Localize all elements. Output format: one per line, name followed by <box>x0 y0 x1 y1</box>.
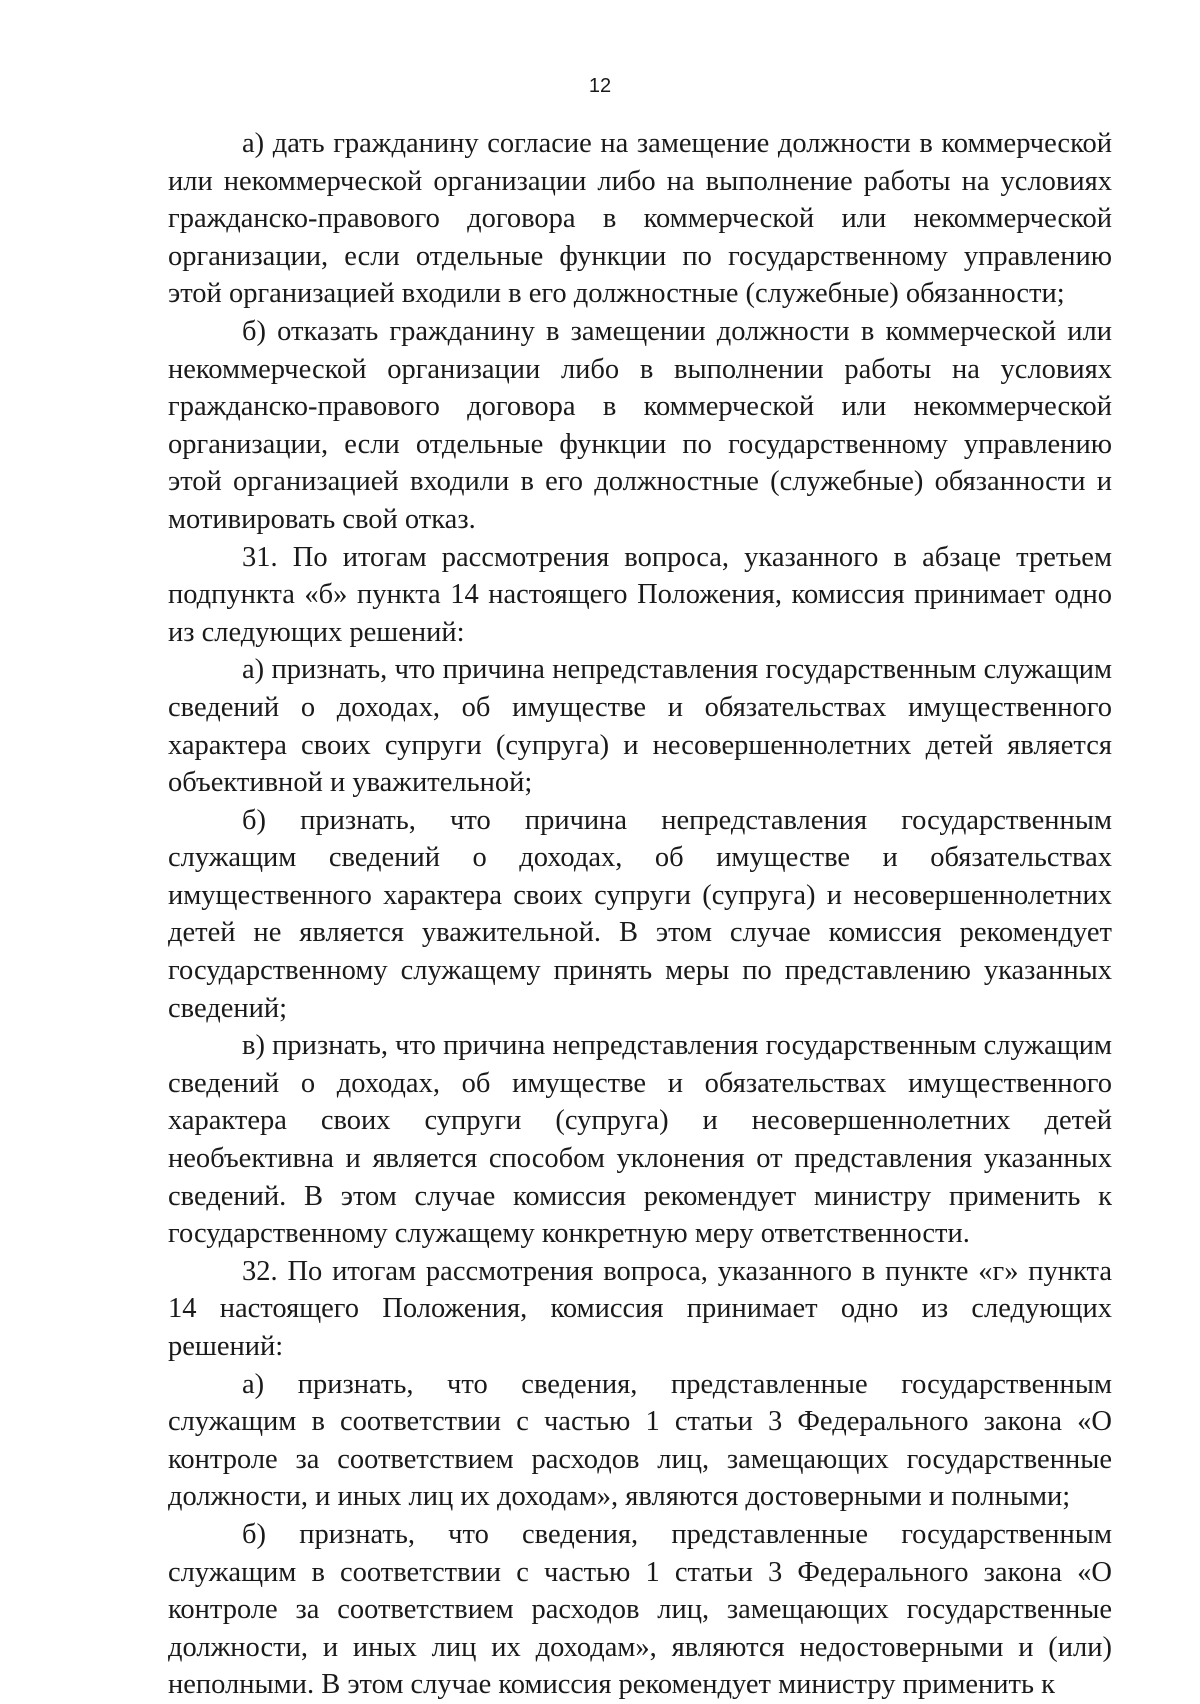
paragraph-32: 32. По итогам рассмотрения вопроса, указанного в пункте «г» пункта 14 настоящего Положения, комиссия принимает одно из следующих решений: <box>168 1255 1112 1362</box>
document-body <box>168 125 1112 1704</box>
paragraph-31a: а) признать, что причина непредставления государственным служащим сведений о доходах, об имуществе и обязательствах имущественного характера своих супруги (супруга) и несовершеннолетних детей является объективной и уважительной; <box>168 654 1112 799</box>
paragraph-31c: в) признать, что причина непредставления государственным служащим сведений о доходах, об имуществе и обязательствах имущественного характера своих супруги (супруга) и несовершеннолетних детей необъективна и является способом уклонения от представления указанных сведений. В этом случае комиссия рекомендует министру применить к государственному служащему конкретную меру ответственности. <box>168 1030 1112 1250</box>
paragraph-32a: а) признать, что сведения, представленные государственным служащим в соответствии с частью 1 статьи 3 Федерального закона «О контроле за соответствием расходов лиц, замещающих государственные должности, и иных лиц их доходам», являются достоверными и полными; <box>168 1368 1112 1513</box>
paragraph-30a: а) дать гражданину согласие на замещение должности в коммерческой или некоммерческой организации либо на выполнение работы на условиях гражданско-правового договора в коммерческой или некоммерческой организации, если отдельные функции по государственному управлению этой организацией входили в его должностные (служебные) обязанности; <box>168 128 1112 310</box>
paragraph-31b: б) признать, что причина непредставления государственным служащим сведений о доходах, об имуществе и обязательствах имущественного характера своих супруги (супруга) и несовершеннолетних детей не является уважительной. В этом случае комиссия рекомендует государственному служащему принять меры по представлению указанных сведений; <box>168 804 1112 1024</box>
paragraph-31: 31. По итогам рассмотрения вопроса, указанного в абзаце третьем подпункта «б» пункта 14 настоящего Положения, комиссия принимает одно из следующих решений: <box>168 541 1112 648</box>
page-number: 12 <box>588 75 612 97</box>
paragraph-32b: б) признать, что сведения, представленные государственным служащим в соответствии с частью 1 статьи 3 Федерального закона «О контроле за соответствием расходов лиц, замещающих государственные должности, и иных лиц их доходам», являются недостоверными и (или) неполными. В этом случае комиссия рекомендует министру применить к <box>168 1518 1112 1701</box>
paragraph-30b: б) отказать гражданину в замещении должности в коммерческой или некоммерческой организации либо в выполнении работы на условиях гражданско-правового договора в коммерческой или некоммерческой организации, если отдельные функции по государственному управлению этой организацией входили в его должностные (служебные) обязанности и мотивировать свой отказ. <box>168 315 1112 535</box>
